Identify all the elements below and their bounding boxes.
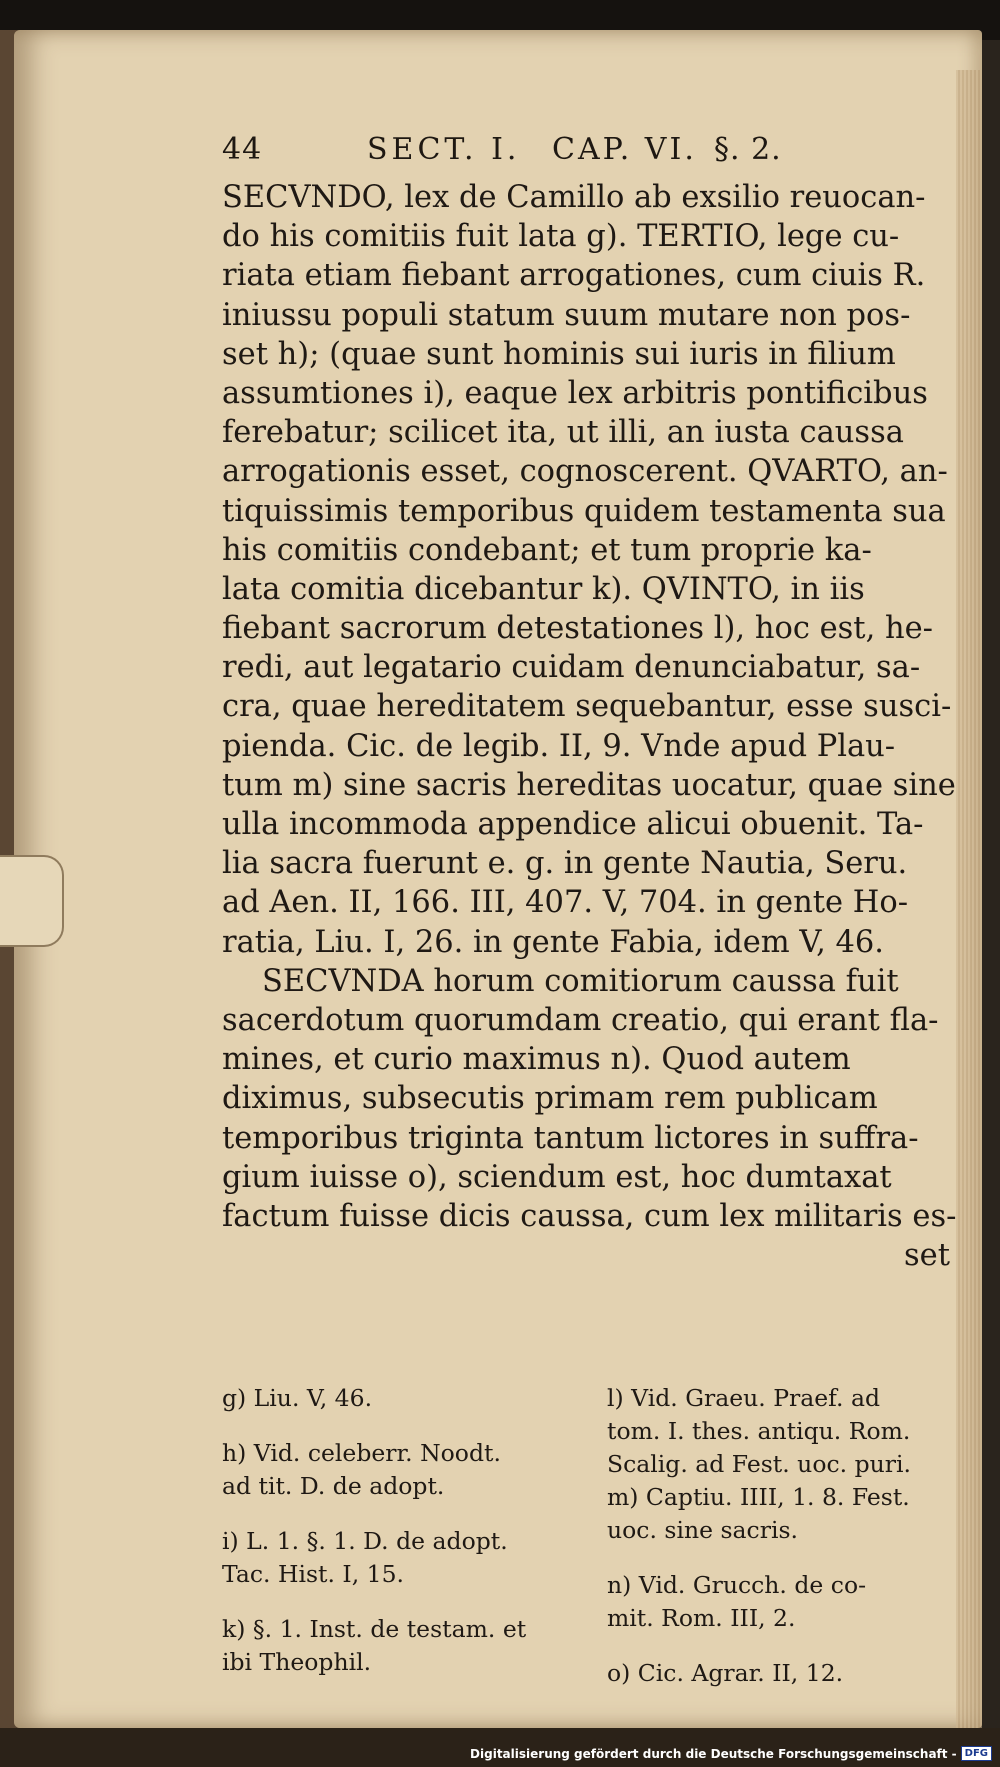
footnote-gap bbox=[607, 1635, 962, 1657]
footnotes-right-column bbox=[607, 1382, 962, 1690]
text-line: lata comitia dicebantur k). QVINTO, in iis bbox=[222, 571, 865, 607]
footnote-line: l) Vid. Graeu. Praef. ad bbox=[607, 1384, 881, 1412]
text-line: iniussu populi statum suum mutare non pos- bbox=[222, 297, 911, 333]
text-line: redi, aut legatario cuidam denunciabatur, sa- bbox=[222, 650, 921, 686]
footnote-gap bbox=[607, 1547, 962, 1569]
text-line: set h); (quae sunt hominis sui iuris in filium bbox=[222, 336, 896, 372]
footnote-line: n) Vid. Grucch. de co- bbox=[607, 1571, 867, 1599]
text-line: lia sacra fuerunt e. g. in gente Nautia, Seru. bbox=[222, 846, 908, 882]
bookmark-tab bbox=[0, 855, 64, 947]
text-line: ad Aen. II, 166. III, 407. V, 704. in gente Ho- bbox=[222, 885, 909, 921]
footnote-gap bbox=[222, 1503, 592, 1525]
dfg-logo-icon: DFG bbox=[961, 1746, 992, 1761]
chapter-label: CAP. VI. bbox=[552, 132, 697, 167]
section-label: SECT. I. bbox=[367, 132, 521, 167]
text-line: fiebant sacrorum detestationes l), hoc est, he- bbox=[222, 611, 933, 647]
text-line: factum fuisse dicis caussa, cum lex militaris es- bbox=[222, 1198, 957, 1234]
text-line: ulla incommoda appendice alicui obuenit. Ta- bbox=[222, 807, 924, 842]
footnote-line: Tac. Hist. I, 15. bbox=[222, 1560, 405, 1588]
text-line: diximus, subsecutis primam rem publicam bbox=[222, 1081, 878, 1117]
footnote-line: tom. I. thes. antiqu. Rom. bbox=[607, 1417, 911, 1445]
text-line: tiquissimis temporibus quidem testamenta sua bbox=[222, 493, 946, 529]
text-line: ratia, Liu. I, 26. in gente Fabia, idem V, 46. bbox=[222, 924, 885, 960]
text-line: temporibus triginta tantum lictores in suffra- bbox=[222, 1120, 919, 1156]
catchword: set bbox=[904, 1238, 950, 1274]
credit-text: Digitalisierung gefördert durch die Deutsche Forschungsgemeinschaft - bbox=[470, 1746, 957, 1761]
text-line: his comitiis condebant; et tum proprie ka- bbox=[222, 532, 872, 568]
footnotes-left-column bbox=[222, 1382, 592, 1679]
text-line: do his comitiis fuit lata g). TERTIO, lege cu- bbox=[222, 219, 900, 255]
digitization-credit bbox=[470, 1746, 992, 1761]
running-header bbox=[222, 132, 822, 172]
text-line: assumtiones i), eaque lex arbitris pontificibus bbox=[222, 375, 928, 411]
footnote-line: mit. Rom. III, 2. bbox=[607, 1604, 796, 1632]
text-line: cra, quae hereditatem sequebantur, esse susci- bbox=[222, 689, 952, 725]
footnote-gap bbox=[222, 1591, 592, 1613]
footnote-line: g) Liu. V, 46. bbox=[222, 1384, 373, 1412]
footnote-line: i) L. 1. §. 1. D. de adopt. bbox=[222, 1527, 508, 1555]
text-line: ferebatur; scilicet ita, ut illi, an iusta caussa bbox=[222, 415, 904, 451]
text-line: SECVNDA horum comitiorum caussa fuit bbox=[262, 963, 899, 999]
text-line: mines, et curio maximus n). Quod autem bbox=[222, 1042, 851, 1078]
footnote-line: k) §. 1. Inst. de testam. et bbox=[222, 1615, 527, 1643]
text-line: pienda. Cic. de legib. II, 9. Vnde apud Plau- bbox=[222, 728, 896, 764]
footnote-line: h) Vid. celeberr. Noodt. bbox=[222, 1439, 501, 1467]
text-line: tum m) sine sacris hereditas uocatur, quae sine bbox=[222, 767, 956, 803]
scan-bottom-edge bbox=[0, 1728, 1000, 1767]
page-number: 44 bbox=[222, 132, 263, 167]
text-line: gium iuisse o), sciendum est, hoc dumtaxat bbox=[222, 1159, 892, 1195]
footnote-line: uoc. sine sacris. bbox=[607, 1516, 798, 1544]
footnote-line: o) Cic. Agrar. II, 12. bbox=[607, 1659, 844, 1687]
footnote-gap bbox=[222, 1415, 592, 1437]
footnote-line: Scalig. ad Fest. uoc. puri. bbox=[607, 1450, 911, 1478]
footnote-line: m) Captiu. IIII, 1. 8. Fest. bbox=[607, 1483, 910, 1511]
text-line: arrogationis esset, cognoscerent. QVARTO, an- bbox=[222, 454, 948, 490]
footnote-line: ibi Theophil. bbox=[222, 1648, 372, 1676]
paragraph-label: §. 2. bbox=[714, 132, 782, 167]
text-line: SECVNDO, lex de Camillo ab exsilio reuocan- bbox=[222, 180, 926, 215]
text-line: riata etiam fiebant arrogationes, cum ciuis R. bbox=[222, 258, 926, 294]
text-line: sacerdotum quorumdam creatio, qui erant fla- bbox=[222, 1002, 939, 1038]
footnote-line: ad tit. D. de adopt. bbox=[222, 1472, 445, 1500]
main-text bbox=[222, 178, 957, 1275]
